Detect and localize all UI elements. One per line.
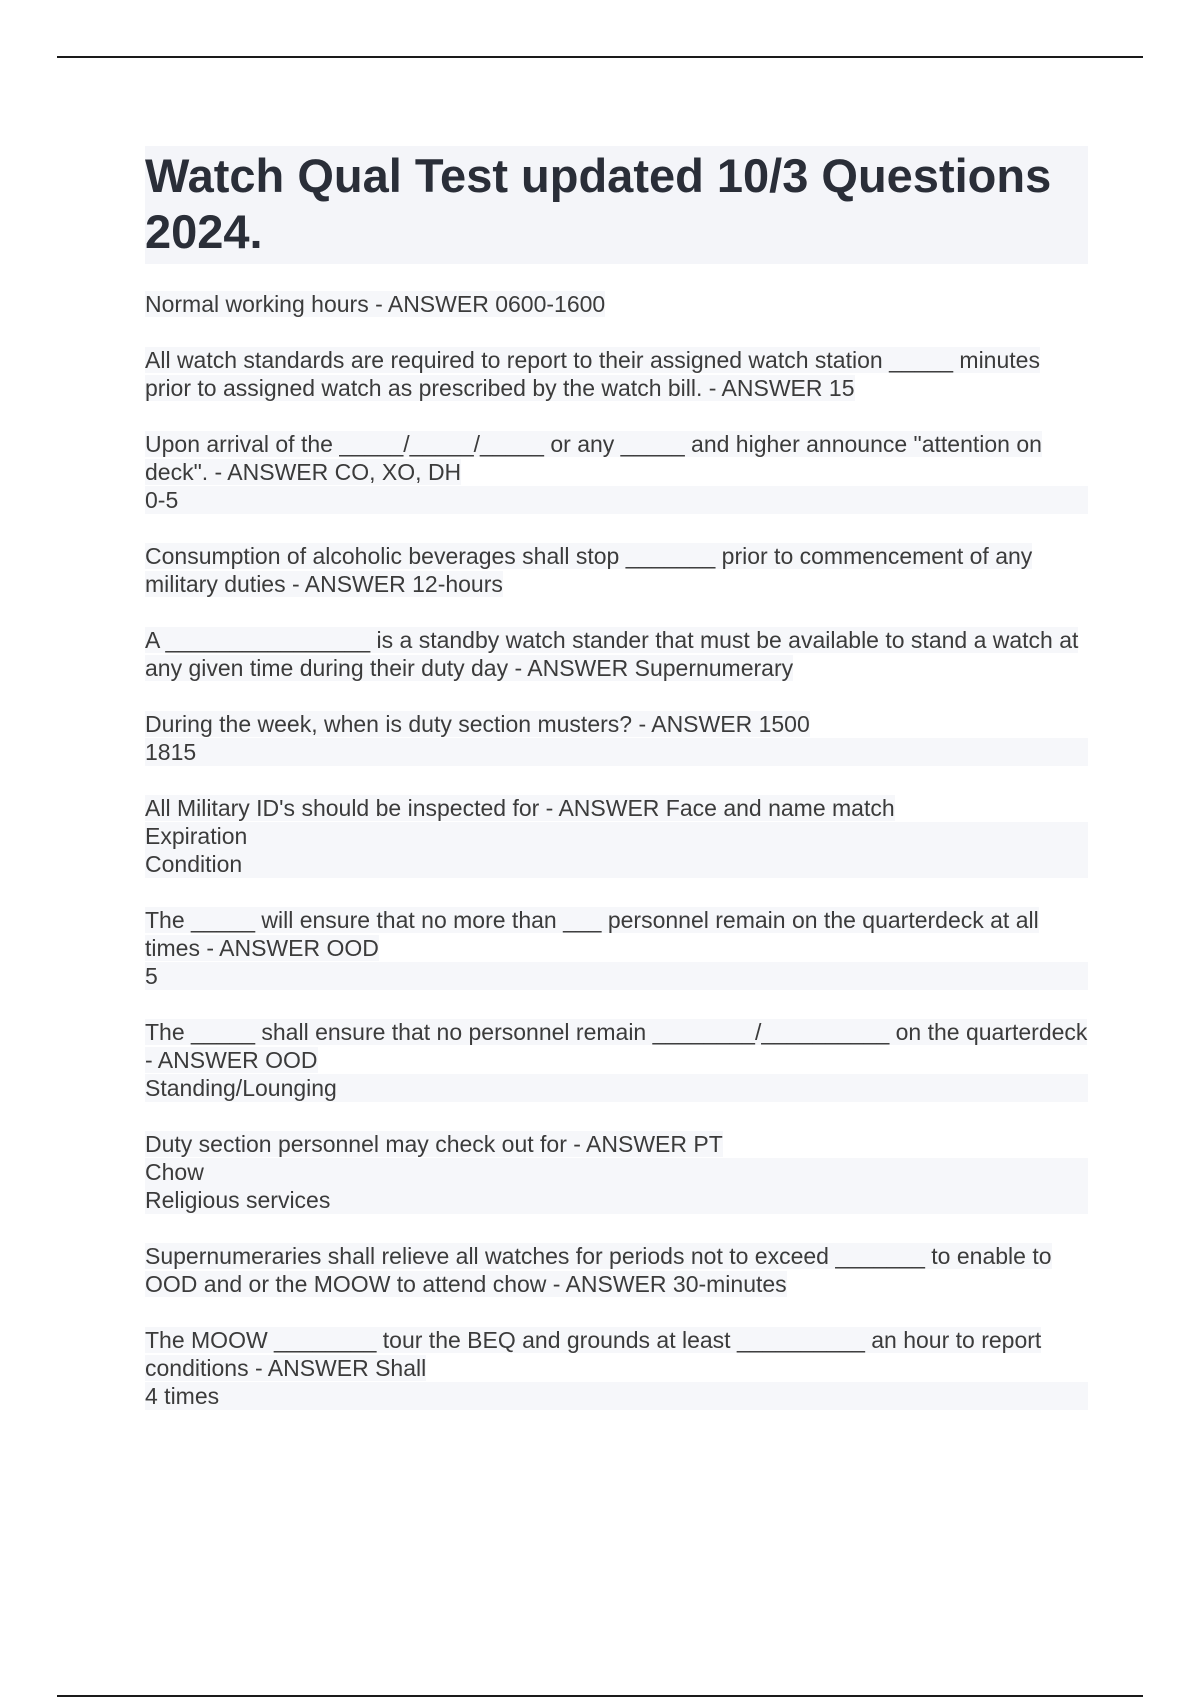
qa-question: Consumption of alcoholic beverages shall stop _______ prior to commencement of any military duties - ANSWER 12-hours [145,543,1033,597]
qa-question: During the week, when is duty section musters? - ANSWER 1500 [145,711,810,737]
qa-question: The _____ will ensure that no more than ___ personnel remain on the quarterdeck at all times - ANSWER OOD [145,907,1039,961]
qa-answer-line: 1815 [145,738,1088,766]
qa-answer-line: Condition [145,850,1088,878]
qa-item [145,542,1088,598]
qa-question: Normal working hours - ANSWER 0600-1600 [145,291,606,317]
document-title: Watch Qual Test updated 10/3 Questions 2024. [145,149,1052,258]
qa-item [145,430,1088,514]
qa-question: A ________________ is a standby watch stander that must be available to stand a watch at any given time during their duty day - ANSWER Supernumerary [145,627,1079,681]
qa-item [145,1326,1088,1410]
qa-list [145,290,1088,1410]
qa-question: All Military ID's should be inspected for - ANSWER Face and name match [145,795,895,821]
qa-answer-line: 4 times [145,1382,1088,1410]
qa-item [145,906,1088,990]
qa-item [145,626,1088,682]
qa-answer-line: Expiration [145,822,1088,850]
qa-item [145,1018,1088,1102]
qa-answer-line: 0-5 [145,486,1088,514]
qa-question: Duty section personnel may check out for - ANSWER PT [145,1131,723,1157]
qa-answer-line: Standing/Lounging [145,1074,1088,1102]
qa-question: All watch standards are required to report to their assigned watch station _____ minutes prior to assigned watch as prescribed by the watch bill. - ANSWER 15 [145,347,1040,401]
title-block [145,146,1088,264]
qa-item [145,290,1088,318]
top-rule [57,56,1143,58]
document-body [145,146,1088,1438]
qa-answer-line: Chow [145,1158,1088,1186]
qa-question: Supernumeraries shall relieve all watches for periods not to exceed _______ to enable to OOD and or the MOOW to attend chow - ANSWER 30-minutes [145,1243,1052,1297]
qa-item [145,794,1088,878]
qa-item [145,1130,1088,1214]
qa-question: The _____ shall ensure that no personnel remain ________/__________ on the quarterdeck - ANSWER OOD [145,1019,1088,1073]
bottom-rule [57,1695,1143,1697]
qa-item [145,1242,1088,1298]
qa-item [145,346,1088,402]
qa-question: The MOOW ________ tour the BEQ and grounds at least __________ an hour to report conditions - ANSWER Shall [145,1327,1042,1381]
qa-item [145,710,1088,766]
qa-answer-line: 5 [145,962,1088,990]
qa-answer-line: Religious services [145,1186,1088,1214]
qa-question: Upon arrival of the _____/_____/_____ or any _____ and higher announce "attention on deck". - ANSWER CO, XO, DH [145,431,1042,485]
